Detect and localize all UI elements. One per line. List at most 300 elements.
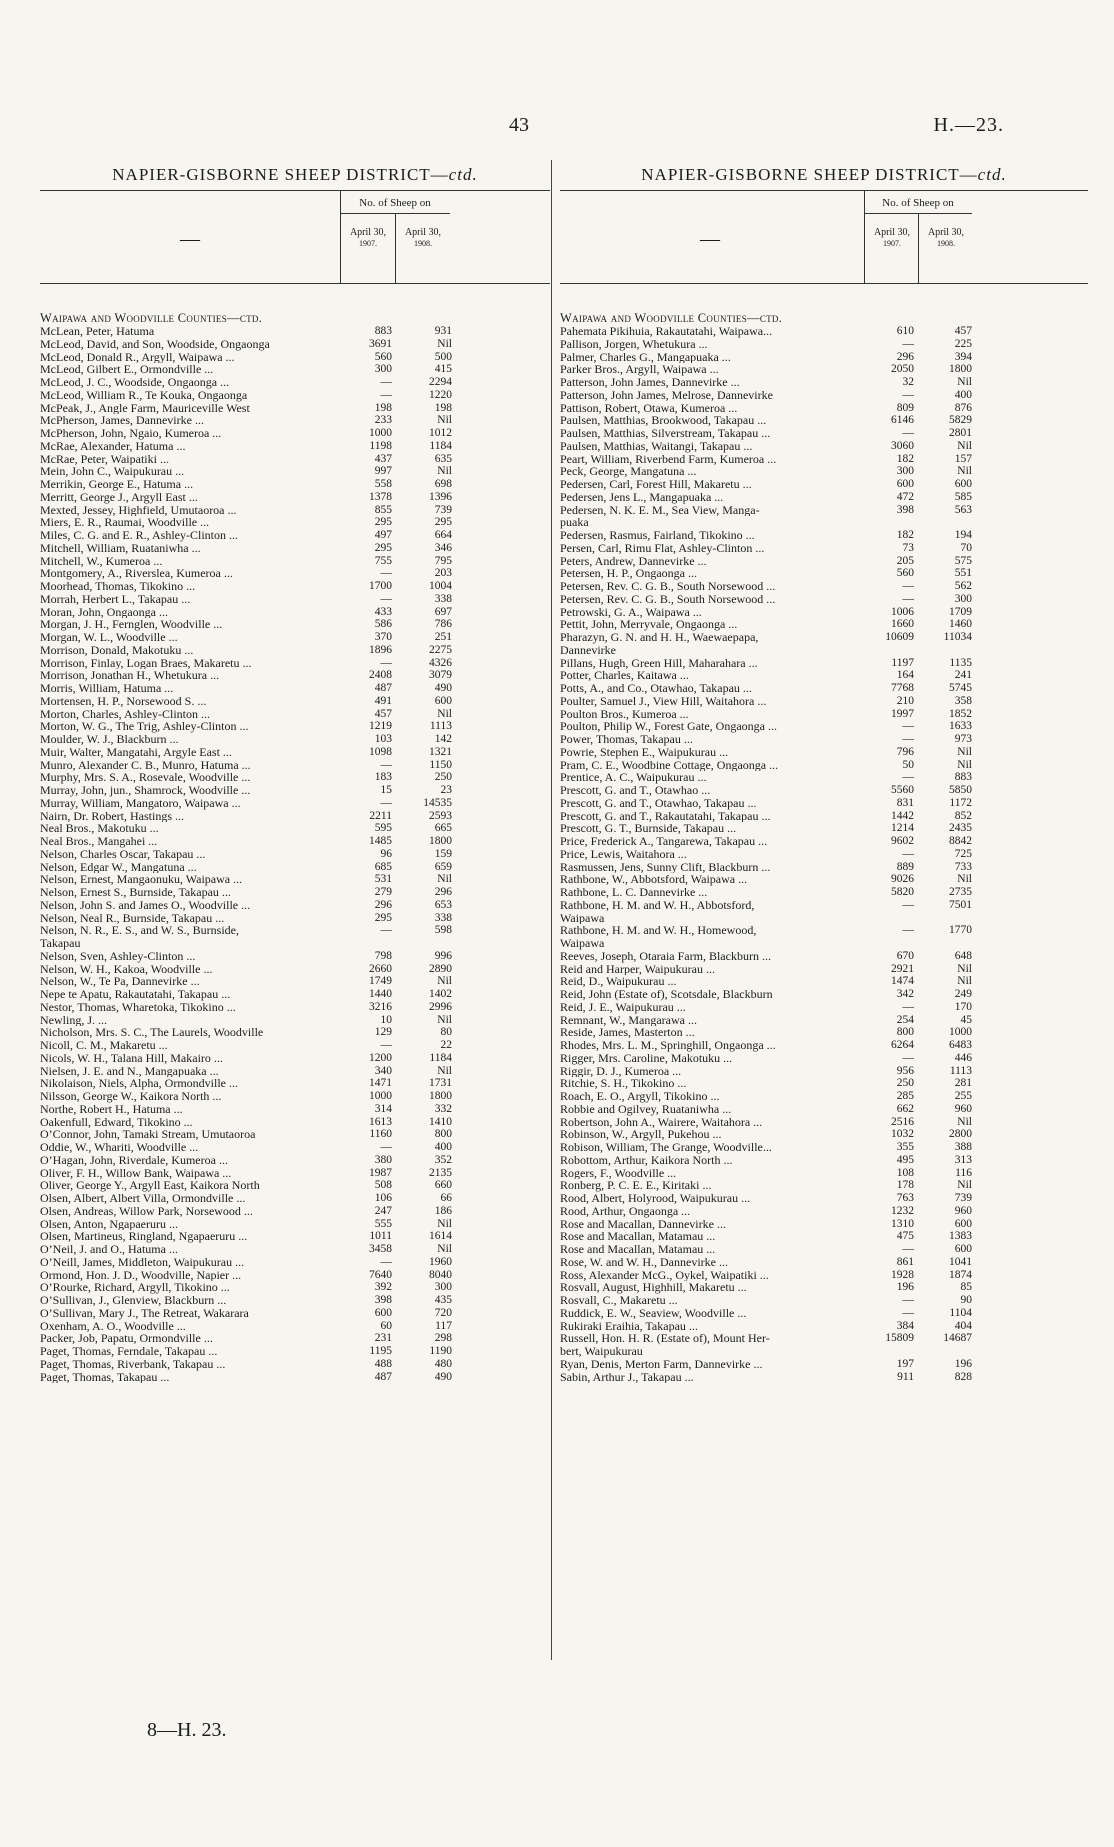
sheep-1907-cell: 1197 bbox=[891, 656, 914, 669]
sheep-1907-cell: 247 bbox=[374, 1204, 392, 1217]
table-row bbox=[40, 975, 550, 988]
table-row bbox=[40, 1320, 550, 1333]
sheep-1907-cell: 103 bbox=[374, 733, 392, 745]
table-row bbox=[40, 810, 550, 823]
sheep-1908-cell bbox=[920, 644, 978, 657]
sheep-1907-cell: 384 bbox=[896, 1319, 914, 1332]
owner-name-cell: McRae, Alexander, Hatuma ... bbox=[40, 439, 186, 453]
owner-name-cell: Rhodes, Mrs. L. M., Springhill, Ongaonga ... bbox=[560, 1039, 776, 1052]
year-header-1908 bbox=[396, 227, 450, 249]
sheep-1908-cell: 241 bbox=[954, 669, 972, 682]
sheep-1907-cell: — bbox=[380, 758, 392, 771]
owner-name-cell: O’Sullivan, J., Glenview, Blackburn ... bbox=[40, 1294, 227, 1307]
sheep-1908-cell: 551 bbox=[954, 567, 972, 580]
sheep-1908-cell: Nil bbox=[957, 376, 972, 388]
sheep-1907-cell: 2660 bbox=[369, 962, 392, 975]
owner-name-cell: McRae, Peter, Waipatiki ... bbox=[40, 452, 169, 466]
sheep-1908-cell: 653 bbox=[434, 898, 452, 911]
owner-name-cell: Nicholson, Mrs. S. C., The Laurels, Woodville bbox=[40, 1026, 264, 1039]
owner-name-cell: Dannevirke bbox=[560, 643, 616, 657]
owner-name-cell: Prescott, G. and T., Otawhao, Takapau ... bbox=[560, 796, 757, 810]
table-row bbox=[40, 950, 550, 963]
table-row bbox=[40, 504, 550, 517]
table-row bbox=[560, 1090, 1088, 1103]
table-row bbox=[40, 338, 550, 351]
owner-name-cell: Rosvall, August, Highhill, Makaretu ... bbox=[560, 1281, 747, 1294]
owner-name-cell: Rathbone, H. M. and W. H., Abbotsford, bbox=[560, 898, 755, 912]
table-row bbox=[560, 1294, 1088, 1307]
owner-name-cell: O’Sullivan, Mary J., The Retreat, Wakarara bbox=[40, 1306, 249, 1320]
sheep-1908-cell: 2135 bbox=[429, 1166, 452, 1179]
sheep-1907-cell: — bbox=[902, 592, 914, 605]
sheep-1908-cell: 600 bbox=[954, 478, 972, 490]
sheep-1908-cell: 1150 bbox=[429, 758, 452, 771]
table-row bbox=[40, 835, 550, 848]
owner-name-cell: Morrison, Donald, Makotuku ... bbox=[40, 643, 194, 657]
owner-name-cell: Rukiraki Eraihia, Takapau ... bbox=[560, 1319, 698, 1333]
sheep-1908-cell bbox=[398, 937, 458, 950]
owner-name-cell: Patterson, John James, Dannevirke ... bbox=[560, 376, 740, 389]
owner-name-cell: Ronberg, P. C. E. E., Kiritaki ... bbox=[560, 1179, 712, 1192]
sheep-1907-cell: 197 bbox=[896, 1357, 914, 1370]
table-header-right bbox=[560, 190, 1088, 284]
sheep-1907-cell: 2921 bbox=[891, 962, 914, 975]
table-row bbox=[40, 720, 550, 733]
table-row bbox=[560, 606, 1088, 619]
sheep-1907-cell bbox=[862, 1345, 920, 1358]
sheep-1907-cell: 50 bbox=[902, 758, 914, 771]
sheep-1908-cell: Nil bbox=[437, 975, 452, 988]
table-row bbox=[560, 1103, 1088, 1116]
sheep-1908-cell: 6483 bbox=[949, 1039, 972, 1051]
owner-name-cell: Rathbone, H. M. and W. H., Homewood, bbox=[560, 924, 757, 937]
table-row bbox=[40, 542, 550, 555]
table-row bbox=[40, 746, 550, 759]
county-sub-heading-left: Waipawa and Woodville Counties—ctd. bbox=[40, 311, 263, 325]
owner-name-cell: Miles, C. G. and E. R., Ashley-Clinton ... bbox=[40, 529, 238, 542]
sheep-1907-cell: 487 bbox=[374, 1370, 392, 1383]
owner-name-cell: Mitchell, William, Ruataniwha ... bbox=[40, 541, 201, 555]
sheep-1908-cell: 194 bbox=[954, 529, 972, 541]
owner-name-cell: Prescott, G. and T., Otawhao ... bbox=[560, 784, 711, 797]
table-row bbox=[40, 376, 550, 389]
sheep-1908-cell: 281 bbox=[954, 1077, 972, 1090]
table-row bbox=[40, 682, 550, 695]
sheep-1907-cell: 495 bbox=[896, 1153, 914, 1166]
table-row bbox=[40, 1269, 550, 1282]
table-row bbox=[560, 1039, 1088, 1052]
table-row bbox=[560, 1077, 1088, 1090]
sheep-1908-cell: 5745 bbox=[949, 682, 972, 694]
owner-name-cell: Olsen, Albert, Albert Villa, Ormondville ... bbox=[40, 1192, 246, 1205]
owner-name-cell: O’Neil, J. and O., Hatuma ... bbox=[40, 1243, 178, 1256]
sheep-1907-cell: 1660 bbox=[891, 618, 914, 631]
sheep-1908-cell: 648 bbox=[954, 949, 972, 962]
owner-name-cell: Munro, Alexander C. B., Munro, Hatuma ... bbox=[40, 758, 251, 772]
sheep-1907-cell: 600 bbox=[374, 1306, 392, 1319]
table-row bbox=[40, 414, 550, 427]
owner-name-cell: Waipawa bbox=[560, 911, 605, 925]
owner-name-cell: Neal Bros., Makotuku ... bbox=[40, 822, 159, 835]
sheep-1908-cell: 8040 bbox=[429, 1268, 452, 1281]
owner-name-cell: Reid, John (Estate of), Scotsdale, Blackburn bbox=[560, 988, 773, 1001]
sheep-1908-cell: 1633 bbox=[949, 720, 972, 733]
table-row bbox=[560, 414, 1088, 427]
table-row bbox=[40, 695, 550, 708]
sheep-1907-cell: 32 bbox=[902, 376, 914, 388]
sheep-1908-cell: 1614 bbox=[429, 1230, 452, 1243]
sheep-1907-cell: 796 bbox=[896, 745, 914, 758]
table-row bbox=[40, 657, 550, 670]
table-row bbox=[560, 1001, 1088, 1014]
sheep-1908-cell: 1113 bbox=[949, 1064, 972, 1077]
table-row bbox=[560, 924, 1088, 937]
sheep-1907-cell: 883 bbox=[374, 325, 392, 337]
owner-name-cell: Merritt, George J., Argyll East ... bbox=[40, 490, 198, 504]
table-row bbox=[560, 1154, 1088, 1167]
table-row bbox=[560, 963, 1088, 976]
sheep-1908-cell: Nil bbox=[957, 465, 972, 478]
sheep-1907-cell: 370 bbox=[374, 631, 392, 643]
sheep-1907-cell: 279 bbox=[374, 886, 392, 898]
sheep-1907-cell: — bbox=[902, 1051, 914, 1064]
owner-name-cell: Pedersen, Carl, Forest Hill, Makaretu ... bbox=[560, 478, 752, 491]
year-header-label: April 30, bbox=[404, 227, 442, 238]
owner-name-cell: Ross, Alexander McG., Oykel, Waipatiki ... bbox=[560, 1268, 769, 1282]
sheep-1907-cell: 285 bbox=[896, 1090, 914, 1102]
sheep-1907-cell: 182 bbox=[896, 529, 914, 541]
sheep-1908-cell: 795 bbox=[434, 554, 452, 567]
table-row bbox=[40, 440, 550, 453]
sheep-1908-cell: 203 bbox=[434, 567, 452, 580]
owner-name-cell: Morgan, J. H., Fernglen, Woodville ... bbox=[40, 618, 223, 631]
sheep-1908-cell: 1004 bbox=[429, 580, 452, 592]
page-number: 43 bbox=[509, 114, 529, 136]
sheep-1908-cell: 725 bbox=[954, 847, 972, 860]
owner-name-cell: Nairn, Dr. Robert, Hastings ... bbox=[40, 809, 184, 823]
owner-name-cell: Morrison, Jonathan H., Whetukura ... bbox=[40, 669, 220, 682]
sheep-1908-cell: 733 bbox=[954, 860, 972, 873]
owner-name-cell: McLeod, J. C., Woodside, Ongaonga ... bbox=[40, 376, 230, 389]
sheep-1907-cell: — bbox=[902, 1243, 914, 1255]
sheep-1907-cell bbox=[862, 937, 920, 950]
table-row bbox=[40, 1167, 550, 1180]
document-reference: H.—23. bbox=[933, 114, 1004, 136]
sheep-1908-cell: Nil bbox=[957, 1179, 972, 1192]
owner-name-cell: Nelson, W. H., Kakoa, Woodville ... bbox=[40, 962, 213, 976]
sheep-1907-cell: 911 bbox=[897, 1370, 914, 1383]
sheep-1907-cell: 60 bbox=[380, 1319, 392, 1332]
owner-name-cell: Olsen, Andreas, Willow Park, Norsewood ... bbox=[40, 1204, 253, 1218]
table-row bbox=[40, 797, 550, 810]
sheep-1908-cell: 500 bbox=[434, 350, 452, 363]
table-row bbox=[560, 1332, 1088, 1345]
sheep-1908-cell: Nil bbox=[957, 745, 972, 758]
owner-name-cell: Nelson, Ernest, Mangaonuku, Waipawa ... bbox=[40, 873, 243, 886]
owner-name-cell: Pillans, Hugh, Green Hill, Maharahara ... bbox=[560, 656, 758, 670]
sheep-1908-cell: 585 bbox=[954, 490, 972, 503]
district-heading-right bbox=[560, 160, 1088, 190]
owner-name-cell: Morrah, Herbert L., Takapau ... bbox=[40, 592, 191, 606]
sheep-1907-cell: 296 bbox=[896, 350, 914, 363]
table-row bbox=[40, 708, 550, 721]
sheep-1908-cell: 142 bbox=[434, 733, 452, 745]
sheep-1907-cell: 855 bbox=[374, 503, 392, 516]
table-row bbox=[560, 325, 1088, 338]
sheep-1907-cell: 5820 bbox=[891, 886, 914, 898]
sheep-1908-cell: 338 bbox=[434, 592, 452, 605]
owner-name-cell: Nelson, Edgar W., Mangatuna ... bbox=[40, 860, 197, 874]
left-table-section bbox=[40, 160, 550, 1383]
table-row bbox=[40, 1039, 550, 1052]
owner-name-cell: Morton, W. G., The Trig, Ashley-Clinton ... bbox=[40, 720, 249, 733]
no-of-sheep-header: No. of Sheep on bbox=[864, 197, 972, 214]
table-row bbox=[40, 822, 550, 835]
sheep-1907-cell: 956 bbox=[896, 1064, 914, 1077]
table-row bbox=[40, 1307, 550, 1320]
sheep-1907-cell: 1000 bbox=[369, 1090, 392, 1102]
sheep-1907-cell: 254 bbox=[896, 1013, 914, 1026]
owner-name-cell: Robison, William, The Grange, Woodville... bbox=[560, 1141, 772, 1154]
sheep-1908-cell: 338 bbox=[434, 911, 452, 924]
owner-name-cell: Rigger, Mrs. Caroline, Makotuku ... bbox=[560, 1051, 733, 1065]
owner-name-cell: Reid and Harper, Waipukurau ... bbox=[560, 962, 715, 976]
table-row bbox=[40, 1256, 550, 1269]
sheep-1907-cell: 433 bbox=[374, 605, 392, 618]
owner-name-cell: Nelson, Sven, Ashley-Clinton ... bbox=[40, 949, 196, 963]
owner-name-cell: Pedersen, N. K. E. M., Sea View, Manga- bbox=[560, 503, 760, 517]
table-row bbox=[560, 338, 1088, 351]
sheep-1908-cell: Nil bbox=[957, 962, 972, 975]
table-row bbox=[40, 631, 550, 644]
sheep-1908-cell: 698 bbox=[434, 478, 452, 490]
sheep-1908-cell: 1709 bbox=[949, 605, 972, 618]
sheep-1908-cell: 490 bbox=[434, 1370, 452, 1383]
table-row bbox=[560, 1345, 1088, 1358]
table-row bbox=[40, 912, 550, 925]
table-row bbox=[40, 567, 550, 580]
sheep-1908-cell: 14687 bbox=[943, 1332, 972, 1345]
owner-name-cell: Pram, C. E., Woodbine Cottage, Ongaonga ... bbox=[560, 758, 779, 772]
table-row bbox=[40, 861, 550, 874]
table-row bbox=[40, 1205, 550, 1218]
sheep-1908-cell: 2800 bbox=[949, 1128, 972, 1141]
sheep-1908-cell: 664 bbox=[434, 529, 452, 541]
owner-name-cell: Potts, A., and Co., Otawhao, Takapau ... bbox=[560, 682, 752, 695]
table-row bbox=[40, 1052, 550, 1065]
year-header-1908 bbox=[919, 227, 973, 249]
owner-name-cell: Paulsen, Matthias, Waitangi, Takapau ... bbox=[560, 439, 753, 453]
sheep-1907-cell: 1006 bbox=[891, 605, 914, 618]
sheep-1907-cell: 183 bbox=[374, 771, 392, 784]
owner-name-cell: O’Hagan, John, Riverdale, Kumeroa ... bbox=[40, 1153, 228, 1167]
sheep-1907-cell: 558 bbox=[374, 478, 392, 490]
sheep-1908-cell: 1396 bbox=[429, 490, 452, 503]
sheep-1908-cell: 1000 bbox=[949, 1026, 972, 1039]
sheep-1908-cell: Nil bbox=[437, 707, 452, 720]
sheep-1908-cell: Nil bbox=[957, 439, 972, 452]
sheep-1908-cell: 159 bbox=[434, 847, 452, 860]
owner-name-cell: Rose, W. and W. H., Dannevirke ... bbox=[560, 1255, 728, 1269]
table-row bbox=[560, 669, 1088, 682]
sheep-1908-cell: 852 bbox=[954, 809, 972, 822]
owner-name-cell: Price, Lewis, Waitahora ... bbox=[560, 847, 687, 861]
table-row bbox=[560, 1358, 1088, 1371]
sheep-1907-cell: 198 bbox=[374, 401, 392, 414]
sheep-1908-cell: 23 bbox=[440, 784, 452, 796]
sheep-1907-cell: — bbox=[902, 733, 914, 745]
sheep-1908-cell: 660 bbox=[434, 1179, 452, 1192]
owner-name-cell: Oddie, W., Whariti, Woodville ... bbox=[40, 1141, 199, 1154]
sheep-1907-cell: — bbox=[380, 376, 392, 388]
table-row bbox=[560, 835, 1088, 848]
signature-mark: 8—H. 23. bbox=[147, 1719, 227, 1741]
owner-name-cell: McLeod, David, and Son, Woodside, Ongaonga bbox=[40, 337, 270, 351]
owner-name-cell: Rose and Macallan, Matamau ... bbox=[560, 1230, 716, 1243]
sheep-1908-cell: 11034 bbox=[943, 631, 972, 643]
table-row bbox=[560, 555, 1088, 568]
owner-name-cell: Peters, Andrew, Dannevirke ... bbox=[560, 554, 707, 568]
sheep-1908-cell: 600 bbox=[434, 694, 452, 707]
owner-name-cell: Olsen, Martineus, Ringland, Ngapaeruru ... bbox=[40, 1230, 248, 1243]
district-heading-ctd: ctd. bbox=[448, 165, 478, 184]
owner-name-cell: Northe, Robert H., Hatuma ... bbox=[40, 1102, 183, 1116]
table-row bbox=[560, 861, 1088, 874]
sheep-1908-cell: 170 bbox=[954, 1000, 972, 1013]
sheep-1907-cell: 231 bbox=[374, 1332, 392, 1345]
sheep-1907-cell: 296 bbox=[374, 898, 392, 911]
sheep-1908-cell: 600 bbox=[954, 1217, 972, 1230]
table-row bbox=[560, 516, 1088, 529]
sheep-1908-cell bbox=[920, 937, 978, 950]
sheep-1907-cell: — bbox=[380, 1141, 392, 1153]
sheep-1908-cell: 300 bbox=[954, 592, 972, 605]
sheep-1907-cell: — bbox=[380, 592, 392, 605]
owner-name-cell: Reid, J. E., Waipukurau ... bbox=[560, 1000, 686, 1014]
sheep-1907-cell: 1749 bbox=[369, 975, 392, 988]
sheep-1907-cell: 108 bbox=[896, 1166, 914, 1179]
owner-name-cell: Nelson, N. R., E. S., and W. S., Burnside, bbox=[40, 924, 240, 937]
sheep-1908-cell: 225 bbox=[954, 337, 972, 350]
sheep-1907-cell: 178 bbox=[896, 1179, 914, 1192]
sheep-1907-cell bbox=[338, 937, 398, 950]
sheep-1907-cell: 1700 bbox=[369, 580, 392, 592]
table-row bbox=[560, 657, 1088, 670]
owner-name-cell: Ryan, Denis, Merton Farm, Dannevirke ... bbox=[560, 1357, 763, 1371]
owner-name-cell: Pettit, John, Merryvale, Ongaonga ... bbox=[560, 618, 738, 631]
sheep-1908-cell: 313 bbox=[954, 1153, 972, 1166]
owner-name-cell: Takapau bbox=[40, 937, 81, 950]
table-row bbox=[40, 618, 550, 631]
sheep-1908-cell: 22 bbox=[440, 1039, 452, 1051]
owner-name-cell: Paulsen, Matthias, Silverstream, Takapau ... bbox=[560, 427, 771, 440]
table-row bbox=[40, 1001, 550, 1014]
year-header-label: April 30, bbox=[873, 227, 911, 238]
table-row bbox=[40, 1077, 550, 1090]
sheep-1908-cell: Nil bbox=[437, 1064, 452, 1077]
year-header-label: April 30, bbox=[927, 227, 965, 238]
table-row bbox=[560, 797, 1088, 810]
table-row bbox=[40, 988, 550, 1001]
owner-name-cell: Morris, William, Hatuma ... bbox=[40, 682, 174, 695]
owner-name-cell: Potter, Charles, Kaitawa ... bbox=[560, 669, 689, 682]
owner-name-cell: Neal Bros., Mangahei ... bbox=[40, 835, 158, 848]
sheep-1907-cell: 196 bbox=[896, 1281, 914, 1294]
owner-name-cell: Mortensen, H. P., Norsewood S. ... bbox=[40, 694, 207, 708]
owner-name-cell: McLeod, Gilbert E., Ormondville ... bbox=[40, 363, 214, 376]
owner-name-cell: Sabin, Arthur J., Takapau ... bbox=[560, 1370, 694, 1384]
owner-name-cell: Persen, Carl, Rimu Flat, Ashley-Clinton ... bbox=[560, 541, 765, 555]
sheep-1907-cell: 73 bbox=[902, 541, 914, 554]
sheep-1908-cell: 298 bbox=[434, 1332, 452, 1345]
sheep-1908-cell: 1800 bbox=[949, 363, 972, 376]
table-row bbox=[40, 644, 550, 657]
sheep-1908-cell: 85 bbox=[960, 1281, 972, 1294]
sheep-1907-cell: 798 bbox=[374, 949, 392, 962]
sheep-1907-cell: — bbox=[902, 898, 914, 911]
no-of-sheep-header: No. of Sheep on bbox=[340, 197, 450, 214]
sheep-1907-cell: 15 bbox=[380, 784, 392, 796]
table-row bbox=[560, 810, 1088, 823]
sheep-1908-cell: Nil bbox=[957, 975, 972, 988]
table-row bbox=[560, 1052, 1088, 1065]
sheep-1908-cell: 480 bbox=[434, 1357, 452, 1370]
sheep-1908-cell: Nil bbox=[957, 758, 972, 771]
sheep-1907-cell: 3216 bbox=[369, 1000, 392, 1013]
sheep-1907-cell: 1219 bbox=[369, 720, 392, 733]
owner-name-cell: O’Neill, James, Middleton, Waipukurau ... bbox=[40, 1255, 245, 1269]
owner-name-cell: Waipawa bbox=[560, 937, 605, 950]
owner-name-cell: Petersen, H. P., Ongaonga ... bbox=[560, 567, 697, 580]
owner-name-cell: Murray, John, jun., Shamrock, Woodville ... bbox=[40, 784, 251, 797]
table-row bbox=[560, 1243, 1088, 1256]
owner-name-cell: Oakenfull, Edward, Tikokino ... bbox=[40, 1115, 193, 1129]
table-row bbox=[40, 1294, 550, 1307]
sheep-1907-cell: 355 bbox=[896, 1141, 914, 1153]
owner-name-cell: Remnant, W., Mangarawa ... bbox=[560, 1013, 697, 1027]
table-row bbox=[560, 529, 1088, 542]
sheep-1907-cell: — bbox=[380, 388, 392, 401]
sheep-1907-cell: 1440 bbox=[369, 988, 392, 1000]
owner-name-cell: Reid, D., Waipukurau ... bbox=[560, 975, 677, 988]
table-row bbox=[40, 325, 550, 338]
sheep-1908-cell: 1383 bbox=[949, 1230, 972, 1243]
table-row bbox=[560, 988, 1088, 1001]
district-heading-text: NAPIER-GISBORNE SHEEP DISTRICT— bbox=[112, 165, 449, 184]
sheep-1908-cell: 446 bbox=[954, 1051, 972, 1064]
sheep-1908-cell: 332 bbox=[434, 1102, 452, 1115]
sheep-1908-cell: 358 bbox=[954, 694, 972, 707]
table-row bbox=[40, 1243, 550, 1256]
sheep-1907-cell: — bbox=[902, 427, 914, 439]
owner-name-cell: Nestor, Thomas, Wharetoka, Tikokino ... bbox=[40, 1000, 236, 1014]
owner-name-cell: bert, Waipukurau bbox=[560, 1345, 643, 1358]
right-table-section bbox=[560, 160, 1088, 1383]
owner-name-cell: Mein, John C., Waipukurau ... bbox=[40, 465, 185, 478]
sheep-1908-cell: 7501 bbox=[949, 898, 972, 911]
owner-name-cell: Rose and Macallan, Matamau ... bbox=[560, 1243, 716, 1256]
owner-name-cell: Poulton Bros., Kumeroa ... bbox=[560, 707, 689, 721]
sheep-1907-cell: 129 bbox=[374, 1026, 392, 1039]
sheep-1908-cell: 1960 bbox=[429, 1255, 452, 1268]
table-row bbox=[40, 465, 550, 478]
sheep-1908-cell: 973 bbox=[954, 733, 972, 745]
owner-name-cell: Reside, James, Masterton ... bbox=[560, 1026, 695, 1039]
sheep-1908-cell: 90 bbox=[960, 1294, 972, 1306]
sheep-1908-cell: 1041 bbox=[949, 1255, 972, 1268]
sheep-1908-cell: 66 bbox=[440, 1192, 452, 1204]
table-row bbox=[560, 784, 1088, 797]
